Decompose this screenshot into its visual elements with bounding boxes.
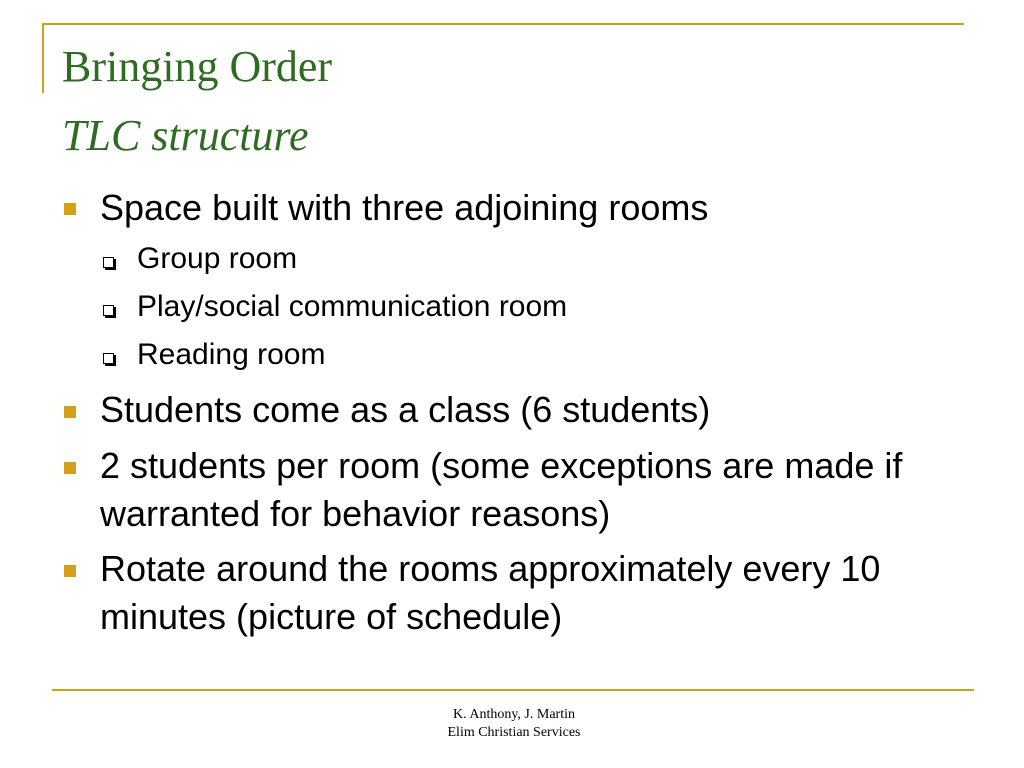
gold-square-bullet-icon (64, 203, 76, 215)
footer-organization: Elim Christian Services (447, 725, 581, 740)
gold-square-bullet-icon (64, 565, 76, 577)
sub-bullet-item: Reading room (137, 338, 326, 371)
bullet-item: Space built with three adjoining rooms (100, 187, 709, 228)
bullet-item: Students come as a class (6 students) (100, 389, 711, 430)
slide-subtitle: TLC structure (62, 111, 309, 160)
gold-square-bullet-icon (64, 406, 76, 418)
bullet-item: Rotate around the rooms approximately every 10 minutes (picture of schedule) (100, 548, 881, 637)
hollow-square-bullet-icon (103, 257, 114, 268)
gold-square-bullet-icon (64, 462, 76, 474)
bullet-item: 2 students per room (some exceptions are made if warranted for behavior reasons) (100, 445, 903, 534)
footer-rule (52, 689, 974, 691)
sub-bullet-item: Play/social communication room (137, 290, 568, 323)
hollow-square-bullet-icon (103, 353, 114, 364)
footer-authors: K. Anthony, J. Martin (453, 707, 575, 722)
sub-bullet-item: Group room (137, 242, 298, 275)
slide-title: Bringing Order (62, 42, 333, 91)
footer-credit (414, 706, 614, 742)
hollow-square-bullet-icon (103, 305, 114, 316)
